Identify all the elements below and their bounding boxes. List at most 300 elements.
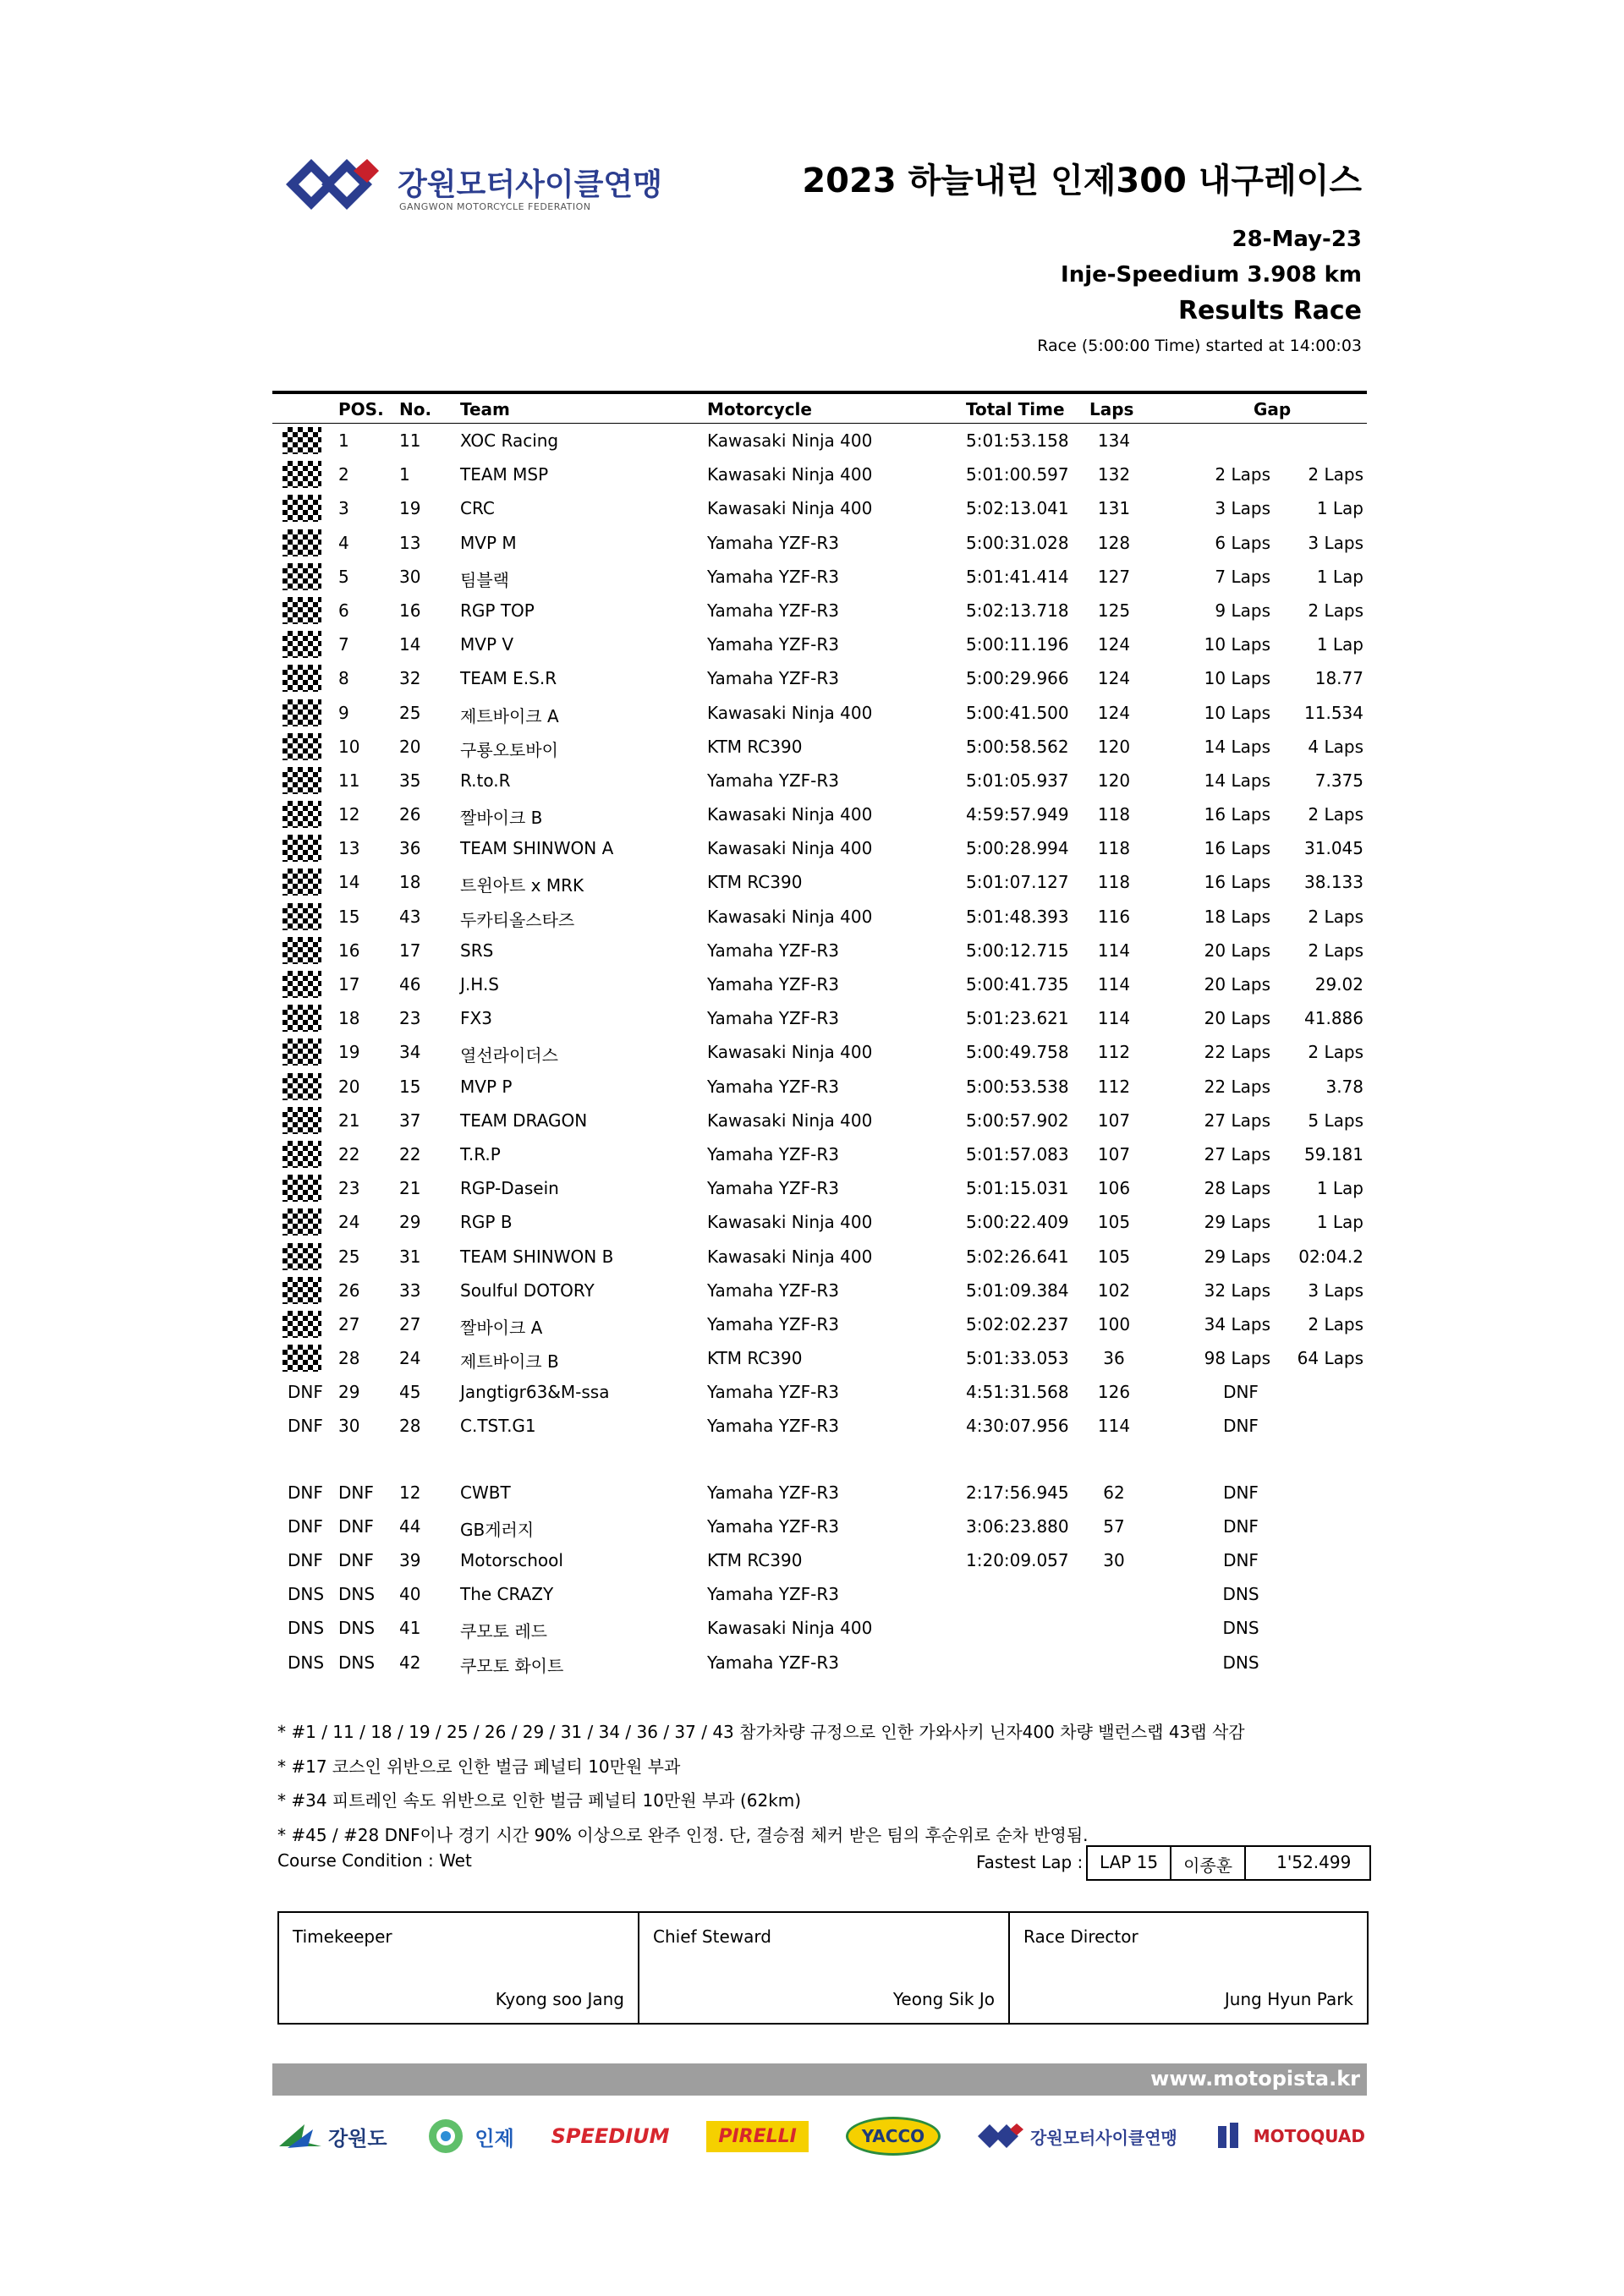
table-row: [272, 730, 1367, 764]
table-row: [272, 831, 1367, 865]
table-row: [272, 900, 1367, 934]
signature-race-director: [1008, 1913, 1367, 2023]
row-status: DNF: [288, 1482, 323, 1503]
cell-no: 28: [399, 1416, 421, 1437]
cell-laps: 106: [1097, 1178, 1131, 1199]
cell-laps: 114: [1097, 940, 1131, 961]
cell-moto: KTM RC390: [707, 872, 803, 893]
cell-team: 쿠모토 레드: [460, 1621, 547, 1642]
cell-gap-previous: 11.534: [1304, 702, 1363, 723]
cell-time: 5:00:22.409: [966, 1212, 1069, 1233]
cell-moto: Yamaha YZF-R3: [707, 668, 840, 689]
footer-url[interactable]: www.motopista.kr: [1150, 2067, 1360, 2091]
cell-laps: 107: [1097, 1110, 1131, 1131]
cell-pos: 6: [338, 600, 349, 621]
cell-pos: 5: [338, 566, 349, 587]
cell-gap-leader: 28 Laps: [1204, 1178, 1270, 1199]
table-row: [272, 967, 1367, 1001]
cell-no: 15: [399, 1076, 421, 1097]
row-status: DNF: [288, 1550, 323, 1570]
signature-role: Chief Steward: [653, 1926, 771, 1947]
notes: [277, 1715, 1245, 1852]
sponsor-label: MOTOQUAD: [1253, 2126, 1365, 2146]
checkered-flag-icon: [283, 699, 321, 726]
cell-no: 22: [399, 1143, 421, 1164]
cell-moto: Yamaha YZF-R3: [707, 1515, 840, 1537]
table-row: [272, 661, 1367, 695]
cell-pos: 8: [338, 668, 349, 689]
cell-moto: KTM RC390: [707, 1550, 803, 1570]
cell-laps: 100: [1097, 1313, 1131, 1334]
motoquad-logo-icon: [1215, 2121, 1248, 2151]
cell-moto: Yamaha YZF-R3: [707, 1313, 840, 1334]
table-spacer: [272, 1444, 1367, 1476]
cell-team: 짤바이크 B: [460, 808, 543, 829]
cell-gap-previous: 2 Laps: [1308, 464, 1363, 485]
cell-moto: Yamaha YZF-R3: [707, 1008, 840, 1029]
cell-pos: 14: [338, 872, 360, 893]
cell-gap-previous: 4 Laps: [1308, 736, 1363, 757]
table-row: [272, 627, 1367, 661]
cell-pos: DNF: [338, 1550, 374, 1570]
cell-team: RGP-Dasein: [460, 1178, 559, 1199]
checkered-flag-icon: [283, 1141, 321, 1168]
cell-team: 구룡오토바이: [460, 739, 558, 760]
cell-no: 46: [399, 974, 421, 995]
cell-moto: Kawasaki Ninja 400: [707, 838, 873, 859]
checkered-flag-icon: [283, 597, 321, 624]
cell-laps: 127: [1097, 566, 1131, 587]
cell-no: 40: [399, 1584, 421, 1605]
table-row: [272, 560, 1367, 594]
cell-no: 25: [399, 702, 421, 723]
fastest-lap-box: [1086, 1845, 1371, 1881]
checkered-flag-icon: [283, 563, 321, 590]
cell-gap-leader: 10 Laps: [1204, 668, 1270, 689]
table-row: [272, 1510, 1367, 1543]
cell-pos: DNF: [338, 1482, 374, 1503]
cell-moto: Kawasaki Ninja 400: [707, 464, 873, 485]
cell-no: 45: [399, 1382, 421, 1403]
cell-time: 5:01:05.937: [966, 770, 1069, 791]
cell-no: 35: [399, 770, 421, 791]
row-status: DNS: [288, 1584, 325, 1605]
cell-gap-leader: DNF: [1223, 1416, 1259, 1437]
cell-laps: 107: [1097, 1143, 1131, 1164]
federation-name: 강원모터사이클연맹: [398, 167, 662, 202]
cell-team: 쿠모토 화이트: [460, 1655, 564, 1676]
cell-time: 5:01:15.031: [966, 1178, 1069, 1199]
cell-gap-leader: DNF: [1223, 1550, 1259, 1570]
table-row: [272, 1171, 1367, 1205]
signature-name: Kyong soo Jang: [495, 1989, 624, 2009]
cell-time: 5:02:02.237: [966, 1313, 1069, 1334]
cell-gap-previous: 2 Laps: [1308, 906, 1363, 927]
checkered-flag-icon: [283, 1277, 321, 1304]
fastest-lap-time: 1'52.499: [1244, 1847, 1369, 1879]
cell-no: 14: [399, 634, 421, 655]
cell-gap-leader: DNS: [1222, 1618, 1259, 1639]
cell-gap-previous: 2 Laps: [1308, 1042, 1363, 1063]
cell-pos: 28: [338, 1348, 360, 1369]
cell-pos: 22: [338, 1143, 360, 1164]
cell-team: GB게러지: [460, 1519, 535, 1540]
table-row: [272, 1137, 1367, 1171]
cell-time: 4:59:57.949: [966, 804, 1069, 825]
signature-role: Race Director: [1023, 1926, 1138, 1947]
race-date: 28-May-23: [1232, 227, 1362, 252]
cell-no: 23: [399, 1008, 421, 1029]
sponsor-speedium: [551, 2124, 670, 2148]
table-row: [272, 1611, 1367, 1645]
cell-no: 42: [399, 1652, 421, 1673]
cell-gap-leader: 27 Laps: [1204, 1110, 1270, 1131]
cell-gap-leader: 98 Laps: [1204, 1348, 1270, 1369]
cell-team: Soulful DOTORY: [460, 1280, 595, 1301]
cell-gap-leader: 6 Laps: [1215, 532, 1270, 553]
cell-gap-leader: 16 Laps: [1204, 838, 1270, 859]
cell-team: 제트바이크 B: [460, 1351, 559, 1373]
results-table: [272, 391, 1367, 1680]
cell-moto: Yamaha YZF-R3: [707, 532, 840, 553]
cell-time: 5:02:26.641: [966, 1246, 1069, 1267]
cell-no: 1: [399, 464, 410, 485]
cell-gap-previous: 02:04.2: [1298, 1246, 1363, 1267]
cell-team: TEAM SHINWON A: [460, 838, 614, 859]
cell-pos: 12: [338, 804, 360, 825]
cell-gap-previous: 64 Laps: [1297, 1348, 1363, 1369]
cell-gap-leader: 22 Laps: [1204, 1042, 1270, 1063]
cell-gap-leader: 7 Laps: [1215, 566, 1270, 587]
cell-team: CRC: [460, 498, 495, 519]
cell-no: 26: [399, 804, 421, 825]
cell-pos: 18: [338, 1008, 360, 1029]
cell-team: TEAM DRAGON: [460, 1110, 588, 1131]
cell-gap-previous: 5 Laps: [1308, 1110, 1363, 1131]
cell-pos: 29: [338, 1382, 360, 1403]
cell-gap-previous: 18.77: [1314, 668, 1363, 689]
sponsor-label: PIRELLI: [718, 2125, 797, 2147]
cell-pos: 10: [338, 736, 360, 757]
cell-gap-previous: 1 Lap: [1316, 566, 1363, 587]
sponsor-logos: [279, 2111, 1365, 2162]
cell-time: 5:01:41.414: [966, 566, 1069, 587]
cell-time: 5:00:29.966: [966, 668, 1069, 689]
results-title: Results Race: [1177, 296, 1362, 326]
cell-team: TEAM MSP: [460, 464, 549, 485]
cell-moto: Kawasaki Ninja 400: [707, 1110, 873, 1131]
sponsor-motoquad: [1215, 2121, 1365, 2151]
cell-team: J.H.S: [460, 974, 499, 995]
cell-time: 5:00:58.562: [966, 736, 1069, 757]
table-row: [272, 865, 1367, 899]
cell-team: Motorschool: [460, 1550, 563, 1570]
cell-time: 5:01:57.083: [966, 1143, 1069, 1164]
table-row: [272, 1341, 1367, 1375]
cell-gap-previous: 1 Lap: [1316, 1178, 1363, 1199]
cell-team: SRS: [460, 940, 494, 961]
cell-team: 짤바이크 A: [460, 1317, 543, 1338]
cell-moto: Yamaha YZF-R3: [707, 634, 840, 655]
cell-laps: 126: [1097, 1382, 1131, 1403]
table-row: [272, 1240, 1367, 1274]
checkered-flag-icon: [283, 1107, 321, 1134]
row-status: DNF: [288, 1416, 323, 1437]
cell-moto: Yamaha YZF-R3: [707, 1416, 840, 1437]
race-venue: Inje-Speedium 3.908 km: [1061, 262, 1362, 288]
cell-gap-leader: DNS: [1222, 1584, 1259, 1605]
table-row: [272, 1001, 1367, 1035]
cell-gap-previous: 3.78: [1325, 1076, 1363, 1097]
cell-moto: Kawasaki Ninja 400: [707, 702, 873, 723]
cell-pos: 7: [338, 634, 349, 655]
row-status: DNS: [288, 1618, 325, 1639]
cell-no: 30: [399, 566, 421, 587]
checkered-flag-icon: [283, 869, 321, 896]
table-row: [272, 458, 1367, 491]
checkered-flag-icon: [283, 461, 321, 488]
cell-pos: 17: [338, 974, 360, 995]
cell-time: 2:17:56.945: [966, 1482, 1069, 1503]
cell-laps: 132: [1097, 464, 1131, 485]
checkered-flag-icon: [283, 427, 321, 454]
signature-name: Jung Hyun Park: [1224, 1989, 1353, 2009]
sponsor-federation: [978, 2121, 1177, 2151]
checkered-flag-icon: [283, 835, 321, 862]
cell-time: 5:01:33.053: [966, 1348, 1069, 1369]
header-total-time: Total Time: [966, 399, 1065, 419]
cell-no: 13: [399, 532, 421, 553]
cell-laps: 118: [1097, 872, 1131, 893]
checkered-flag-icon: [283, 1311, 321, 1338]
cell-time: 5:02:13.041: [966, 498, 1069, 519]
cell-pos: 21: [338, 1110, 360, 1131]
cell-gap-leader: 29 Laps: [1204, 1246, 1270, 1267]
cell-moto: Kawasaki Ninja 400: [707, 906, 873, 927]
cell-pos: 25: [338, 1246, 360, 1267]
cell-gap-previous: 59.181: [1304, 1143, 1363, 1164]
cell-gap-previous: 3 Laps: [1308, 532, 1363, 553]
table-row: [272, 1035, 1367, 1069]
cell-no: 44: [399, 1515, 421, 1537]
cell-no: 24: [399, 1348, 421, 1369]
cell-gap-leader: 32 Laps: [1204, 1280, 1270, 1301]
cell-moto: Kawasaki Ninja 400: [707, 1618, 873, 1639]
cell-laps: 105: [1097, 1212, 1131, 1233]
cell-laps: 36: [1103, 1348, 1125, 1369]
cell-gap-leader: 22 Laps: [1204, 1076, 1270, 1097]
cell-pos: DNS: [338, 1584, 376, 1605]
signature-role: Timekeeper: [293, 1926, 392, 1947]
table-row: [272, 764, 1367, 797]
cell-moto: Yamaha YZF-R3: [707, 974, 840, 995]
cell-pos: DNS: [338, 1652, 376, 1673]
sponsor-label: 강원모터사이클연맹: [1029, 2127, 1177, 2148]
cell-laps: 105: [1097, 1246, 1131, 1267]
header-team: Team: [460, 399, 510, 419]
cell-pos: 27: [338, 1313, 360, 1334]
table-row: [272, 1274, 1367, 1307]
cell-time: 5:00:12.715: [966, 940, 1069, 961]
cell-time: 5:00:41.735: [966, 974, 1069, 995]
cell-gap-previous: 1 Lap: [1316, 498, 1363, 519]
cell-team: MVP M: [460, 532, 517, 553]
cell-pos: 15: [338, 906, 360, 927]
cell-time: 5:00:11.196: [966, 634, 1069, 655]
cell-moto: Kawasaki Ninja 400: [707, 1246, 873, 1267]
cell-time: 1:20:09.057: [966, 1550, 1069, 1570]
sponsor-inje: [424, 2118, 513, 2155]
cell-laps: 124: [1097, 634, 1131, 655]
table-row: [272, 1577, 1367, 1611]
dnf-rows: [272, 1476, 1367, 1680]
cell-laps: 114: [1097, 1416, 1131, 1437]
cell-time: 5:01:07.127: [966, 872, 1069, 893]
results-rows: [272, 424, 1367, 1444]
cell-gap-previous: 2 Laps: [1308, 600, 1363, 621]
checkered-flag-icon: [283, 631, 321, 658]
checkered-flag-icon: [283, 937, 321, 964]
cell-laps: 120: [1097, 736, 1131, 757]
cell-moto: Yamaha YZF-R3: [707, 566, 840, 587]
checkered-flag-icon: [283, 971, 321, 998]
cell-gap-previous: 2 Laps: [1308, 940, 1363, 961]
cell-moto: Yamaha YZF-R3: [707, 770, 840, 791]
checkered-flag-icon: [283, 801, 321, 828]
cell-team: RGP TOP: [460, 600, 535, 621]
row-status: DNF: [288, 1515, 323, 1537]
header-gap: Gap: [1254, 399, 1292, 419]
cell-moto: KTM RC390: [707, 1348, 803, 1369]
cell-team: 두카티올스타즈: [460, 909, 575, 930]
signature-block: [277, 1911, 1369, 2025]
cell-laps: 30: [1103, 1550, 1125, 1570]
cell-laps: 116: [1097, 906, 1131, 927]
cell-time: 4:30:07.956: [966, 1416, 1069, 1437]
table-row: [272, 1205, 1367, 1239]
cell-time: 5:01:00.597: [966, 464, 1069, 485]
cell-gap-previous: 3 Laps: [1308, 1280, 1363, 1301]
checkered-flag-icon: [283, 767, 321, 794]
cell-time: 5:00:57.902: [966, 1110, 1069, 1131]
header-pos: POS.: [338, 399, 384, 419]
cell-team: R.to.R: [460, 770, 511, 791]
event-title: 2023 하늘내린 인제300 내구레이스: [802, 162, 1362, 200]
table-row: [272, 594, 1367, 627]
cell-no: 34: [399, 1042, 421, 1063]
cell-laps: 120: [1097, 770, 1131, 791]
table-row: [272, 1646, 1367, 1680]
cell-gap-leader: 29 Laps: [1204, 1212, 1270, 1233]
federation-logo-icon: [286, 152, 387, 220]
cell-time: 3:06:23.880: [966, 1515, 1069, 1537]
cell-moto: Yamaha YZF-R3: [707, 1143, 840, 1164]
cell-moto: Yamaha YZF-R3: [707, 1584, 840, 1605]
cell-no: 29: [399, 1212, 421, 1233]
cell-gap-leader: 2 Laps: [1215, 464, 1270, 485]
cell-gap-leader: 10 Laps: [1204, 634, 1270, 655]
cell-moto: Yamaha YZF-R3: [707, 1280, 840, 1301]
checkered-flag-icon: [283, 1073, 321, 1100]
cell-time: 5:01:09.384: [966, 1280, 1069, 1301]
cell-laps: 102: [1097, 1280, 1131, 1301]
cell-gap-leader: DNF: [1223, 1515, 1259, 1537]
cell-laps: 118: [1097, 804, 1131, 825]
cell-team: MVP V: [460, 634, 514, 655]
cell-team: 트윈아트 x MRK: [460, 875, 584, 896]
cell-time: 4:51:31.568: [966, 1382, 1069, 1403]
cell-no: 27: [399, 1313, 421, 1334]
row-status: DNS: [288, 1652, 325, 1673]
cell-gap-previous: 2 Laps: [1308, 1313, 1363, 1334]
cell-moto: Yamaha YZF-R3: [707, 1076, 840, 1097]
cell-team: C.TST.G1: [460, 1416, 536, 1437]
cell-pos: DNS: [338, 1618, 376, 1639]
cell-no: 17: [399, 940, 421, 961]
cell-laps: 112: [1097, 1076, 1131, 1097]
cell-moto: Yamaha YZF-R3: [707, 1178, 840, 1199]
cell-no: 20: [399, 736, 421, 757]
cell-gap-leader: 9 Laps: [1215, 600, 1270, 621]
checkered-flag-icon: [283, 1345, 321, 1372]
checkered-flag-icon: [283, 529, 321, 556]
row-status: DNF: [288, 1382, 323, 1403]
cell-gap-previous: 1 Lap: [1316, 1212, 1363, 1233]
cell-gap-previous: 31.045: [1304, 838, 1363, 859]
cell-no: 43: [399, 906, 421, 927]
cell-pos: 19: [338, 1042, 360, 1063]
cell-gap-leader: 14 Laps: [1204, 736, 1270, 757]
cell-pos: 9: [338, 702, 349, 723]
cell-laps: 114: [1097, 1008, 1131, 1029]
cell-no: 18: [399, 872, 421, 893]
cell-pos: 4: [338, 532, 349, 553]
cell-team: CWBT: [460, 1482, 511, 1503]
cell-laps: 128: [1097, 532, 1131, 553]
cell-gap-leader: 3 Laps: [1215, 498, 1270, 519]
cell-gap-leader: 14 Laps: [1204, 770, 1270, 791]
cell-time: 5:00:41.500: [966, 702, 1069, 723]
sponsor-label: 인제: [475, 2126, 514, 2151]
cell-pos: 24: [338, 1212, 360, 1233]
cell-pos: DNF: [338, 1515, 374, 1537]
race-info: Race (5:00:00 Time) started at 14:00:03: [1037, 337, 1362, 355]
cell-gap-leader: 16 Laps: [1204, 804, 1270, 825]
inje-logo-icon: [424, 2118, 468, 2155]
signature-chief-steward: [638, 1913, 1008, 2023]
cell-laps: 124: [1097, 702, 1131, 723]
checkered-flag-icon: [283, 495, 321, 522]
cell-gap-leader: 20 Laps: [1204, 1008, 1270, 1029]
cell-team: 열선라이더스: [460, 1045, 558, 1066]
course-condition: Course Condition : Wet: [277, 1850, 472, 1871]
table-row: [272, 696, 1367, 730]
fastest-lap-rider: 이종훈: [1170, 1847, 1244, 1879]
cell-gap-leader: 10 Laps: [1204, 702, 1270, 723]
cell-time: 5:00:49.758: [966, 1042, 1069, 1063]
sponsor-label: SPEEDIUM: [551, 2124, 670, 2148]
checkered-flag-icon: [283, 1038, 321, 1066]
cell-laps: 112: [1097, 1042, 1131, 1063]
checkered-flag-icon: [283, 1005, 321, 1032]
fastest-lap-label: Fastest Lap :: [976, 1852, 1084, 1872]
cell-no: 19: [399, 498, 421, 519]
table-row: [272, 1104, 1367, 1137]
cell-gap-previous: 41.886: [1304, 1008, 1363, 1029]
cell-time: 5:00:31.028: [966, 532, 1069, 553]
header-motorcycle: Motorcycle: [707, 399, 812, 419]
cell-pos: 26: [338, 1280, 360, 1301]
